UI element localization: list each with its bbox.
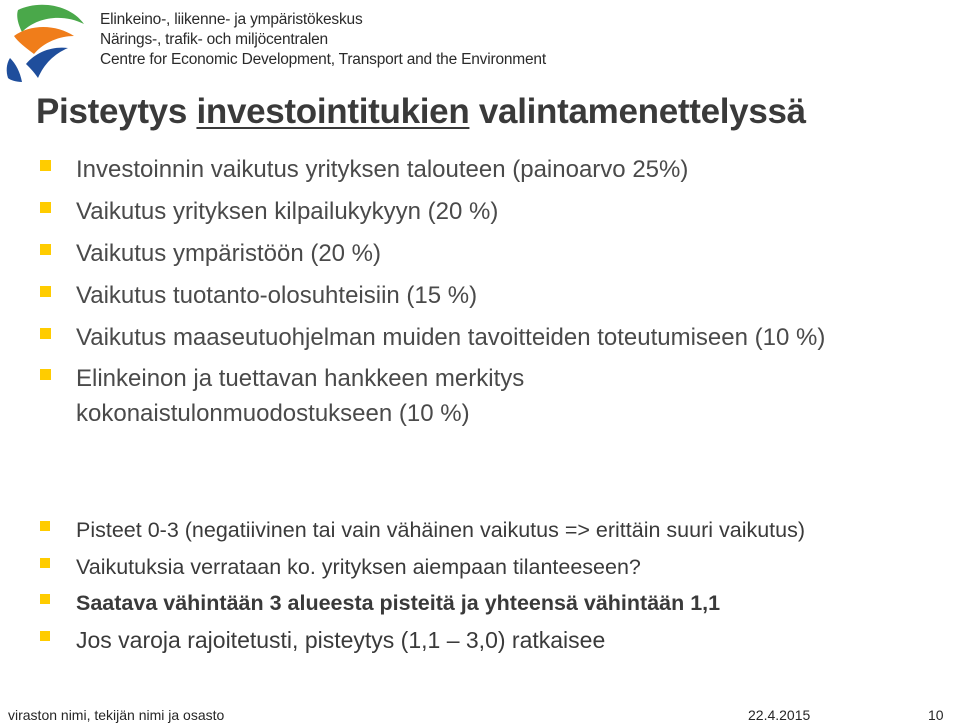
title-underlined-word: investointitukien: [196, 92, 470, 131]
list-item: Jos varoja rajoitetusti, pisteytys (1,1 – 3,0) ratkaisee: [38, 622, 960, 659]
bullet-square-icon: [40, 328, 51, 339]
organization-names: [100, 10, 546, 70]
list-item: Vaikutuksia verrataan ko. yrityksen aiempaan tilanteeseen?: [38, 549, 960, 586]
slide-footer: [0, 700, 960, 726]
list-item: Elinkeinon ja tuettavan hankkeen merkitys kokonaistulonmuodostukseen (10 %): [38, 361, 636, 431]
list-item: Investoinnin vaikutus yrityksen talouteen (painoarvo 25%): [38, 152, 948, 188]
bullet-square-icon: [40, 594, 50, 604]
footer-date: 22.4.2015: [748, 707, 811, 723]
org-name-swedish: Närings-, trafik- och miljöcentralen: [100, 31, 328, 48]
list-item: Vaikutus maaseutuohjelman muiden tavoitteiden toteutumiseen (10 %): [38, 320, 948, 355]
org-name-english: Centre for Economic Development, Transport and the Environment: [100, 51, 546, 68]
bullet-square-icon: [40, 160, 51, 171]
list-item: Vaikutus ympäristöön (20 %): [38, 236, 948, 272]
list-item: Pisteet 0-3 (negatiivinen tai vain vähäinen vaikutus => erittäin suuri vaikutus): [38, 512, 960, 549]
list-item: Vaikutus tuotanto-olosuhteisiin (15 %): [38, 278, 948, 314]
title-part-2: valintamenettelyssä: [469, 92, 806, 131]
slide-header: [0, 0, 960, 90]
bullet-square-icon: [40, 244, 51, 255]
footer-author: viraston nimi, tekijän nimi ja osasto: [8, 707, 225, 723]
list-item: Saatava vähintään 3 alueesta pisteitä ja yhteensä vähintään 1,1: [38, 585, 960, 622]
slide-title: [36, 90, 806, 134]
page-number: 10: [928, 707, 944, 723]
org-name-finnish: Elinkeino-, liikenne- ja ympäristökeskus: [100, 11, 363, 28]
title-part-1: Pisteytys: [36, 92, 197, 131]
bullet-square-icon: [40, 631, 50, 641]
bullet-square-icon: [40, 558, 50, 568]
ely-centre-logo-icon: [4, 2, 86, 84]
bullet-square-icon: [40, 202, 51, 213]
criteria-list: [38, 152, 948, 437]
list-item: Vaikutus yrityksen kilpailukykyyn (20 %): [38, 194, 948, 230]
bullet-square-icon: [40, 286, 51, 297]
bullet-square-icon: [40, 521, 50, 531]
notes-list: [38, 512, 960, 658]
bullet-square-icon: [40, 369, 51, 380]
